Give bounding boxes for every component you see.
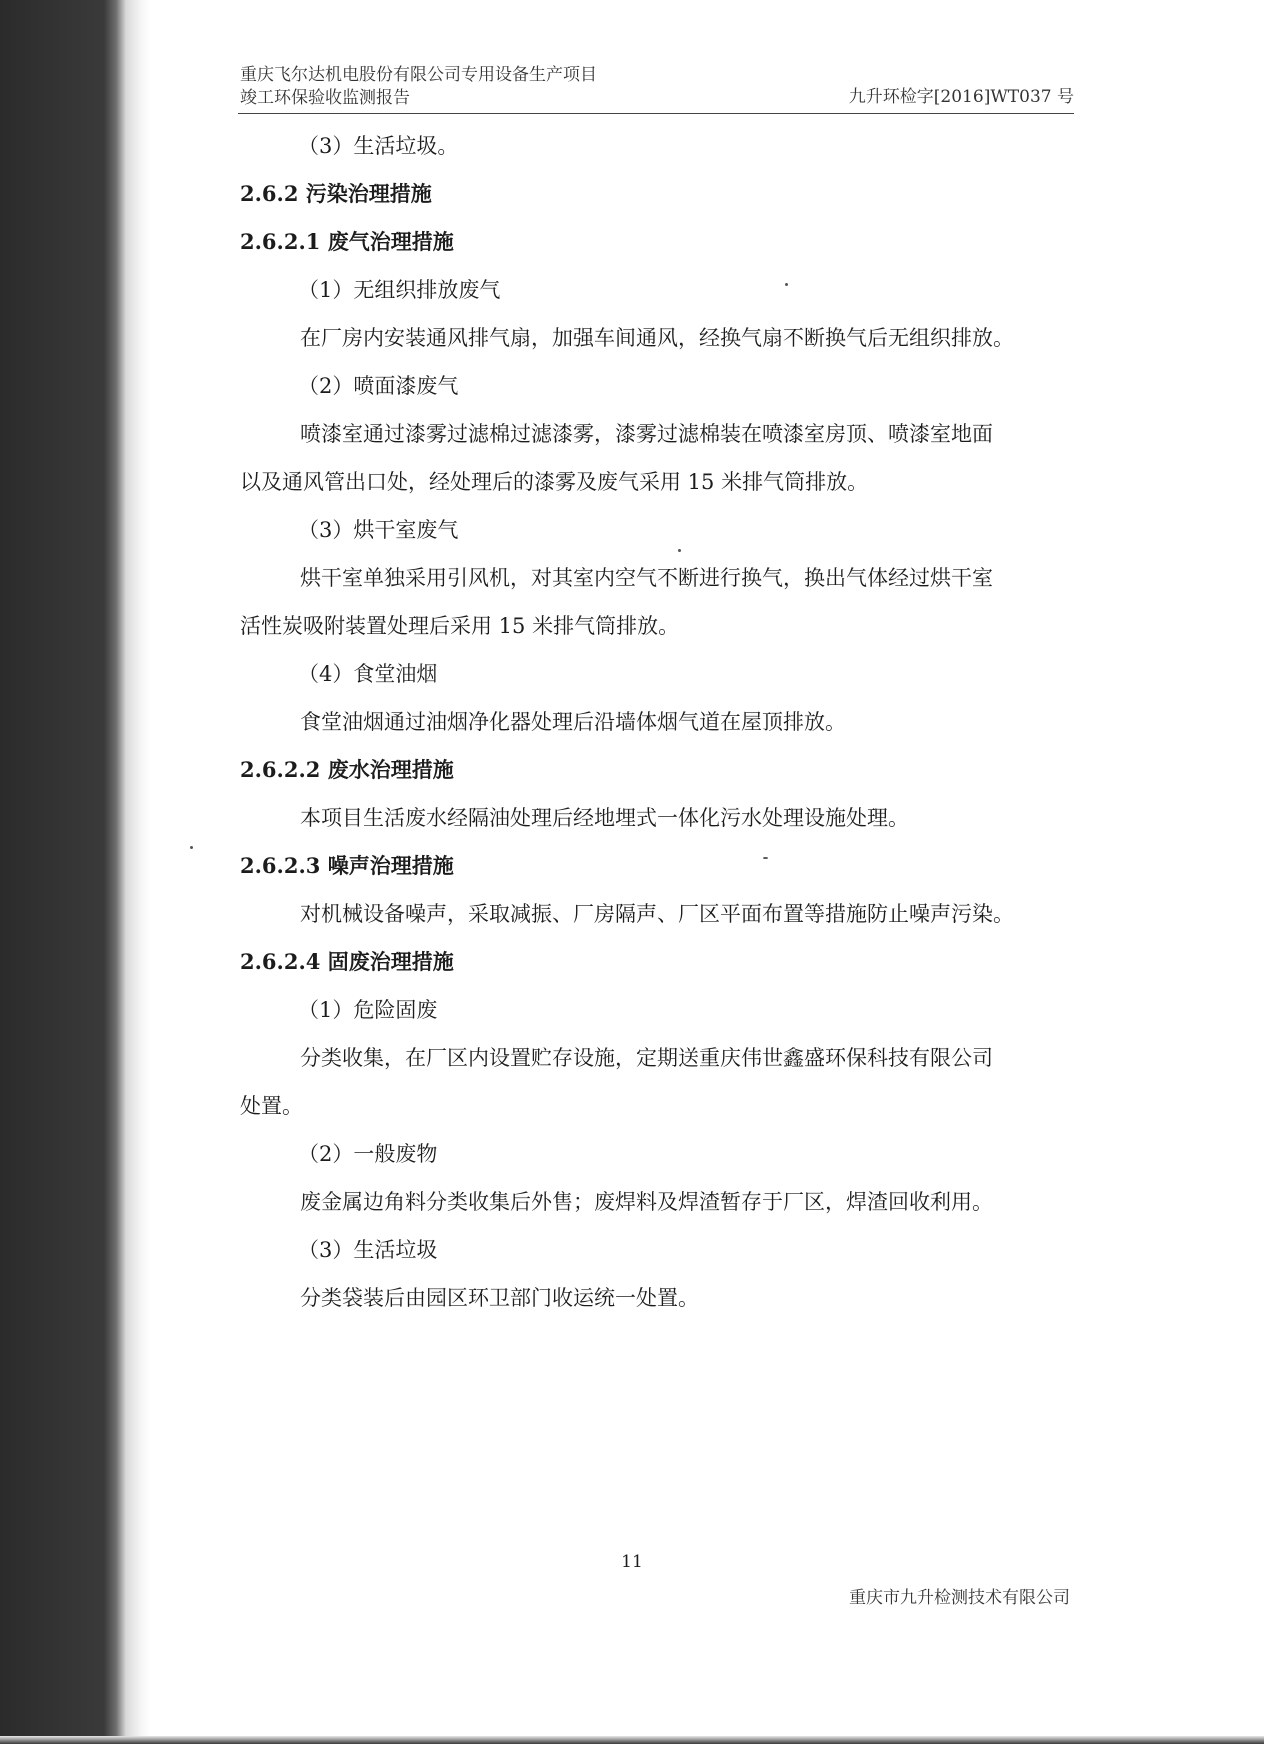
list-item: （1）危险固废 [298, 998, 438, 1022]
scan-bottom-edge [0, 1736, 1264, 1744]
subsection-heading: 2.6.2.4 固废治理措施 [240, 949, 454, 974]
subsection-heading: 2.6.2.1 废气治理措施 [240, 229, 454, 254]
paragraph: 在厂房内安装通风排气扇，加强车间通风，经换气扇不断换气后无组织排放。 [300, 326, 1014, 350]
paragraph: 本项目生活废水经隔油处理后经地埋式一体化污水处理设施处理。 [300, 806, 909, 830]
subsection-heading: 2.6.2.2 废水治理措施 [240, 757, 454, 782]
paragraph-continuation: 活性炭吸附装置处理后采用 15 米排气筒排放。 [240, 614, 680, 638]
paragraph: 废金属边角料分类收集后外售；废焊料及焊渣暂存于厂区，焊渣回收利用。 [300, 1190, 993, 1214]
subsection-heading: 2.6.2.3 噪声治理措施 [240, 853, 454, 878]
list-item: （4）食堂油烟 [298, 662, 438, 686]
list-item: （1）无组织排放废气 [298, 278, 501, 302]
list-item: （2）一般废物 [298, 1142, 438, 1166]
paragraph: 烘干室单独采用引风机，对其室内空气不断进行换气，换出气体经过烘干室 [300, 566, 993, 590]
scan-binding-shadow [0, 0, 150, 1744]
list-item: （2）喷面漆废气 [298, 374, 459, 398]
header-report-number: 九升环检字[2016]WT037 号 [848, 87, 1074, 107]
paragraph-continuation: 以及通风管出口处，经处理后的漆雾及废气采用 15 米排气筒排放。 [240, 470, 869, 494]
paragraph: 对机械设备噪声，采取减振、厂房隔声、厂区平面布置等措施防止噪声污染。 [300, 902, 1014, 926]
footer-company: 重庆市九升检测技术有限公司 [849, 1588, 1070, 1608]
scan-speck [190, 846, 193, 849]
paragraph: 食堂油烟通过油烟净化器处理后沿墙体烟气道在屋顶排放。 [300, 710, 846, 734]
paragraph-continuation: 处置。 [240, 1094, 303, 1118]
scan-speck [763, 857, 768, 859]
header-title-line2: 竣工环保验收监测报告 [240, 88, 410, 108]
header-project-title [240, 64, 597, 110]
list-item: （3）生活垃圾。 [298, 134, 459, 158]
list-item: （3）烘干室废气 [298, 518, 459, 542]
section-heading: 2.6.2 污染治理措施 [240, 181, 432, 206]
scan-speck [678, 549, 681, 552]
paragraph: 分类收集，在厂区内设置贮存设施，定期送重庆伟世鑫盛环保科技有限公司 [300, 1046, 993, 1070]
header-divider [238, 113, 1074, 114]
header-title-line1: 重庆飞尔达机电股份有限公司专用设备生产项目 [240, 65, 597, 85]
list-item: （3）生活垃圾 [298, 1238, 438, 1262]
document-body [240, 122, 1110, 1322]
page-number: 11 [621, 1552, 643, 1572]
paragraph: 喷漆室通过漆雾过滤棉过滤漆雾，漆雾过滤棉装在喷漆室房顶、喷漆室地面 [300, 422, 993, 446]
paragraph: 分类袋装后由园区环卫部门收运统一处置。 [300, 1286, 699, 1310]
scan-speck [785, 283, 788, 286]
